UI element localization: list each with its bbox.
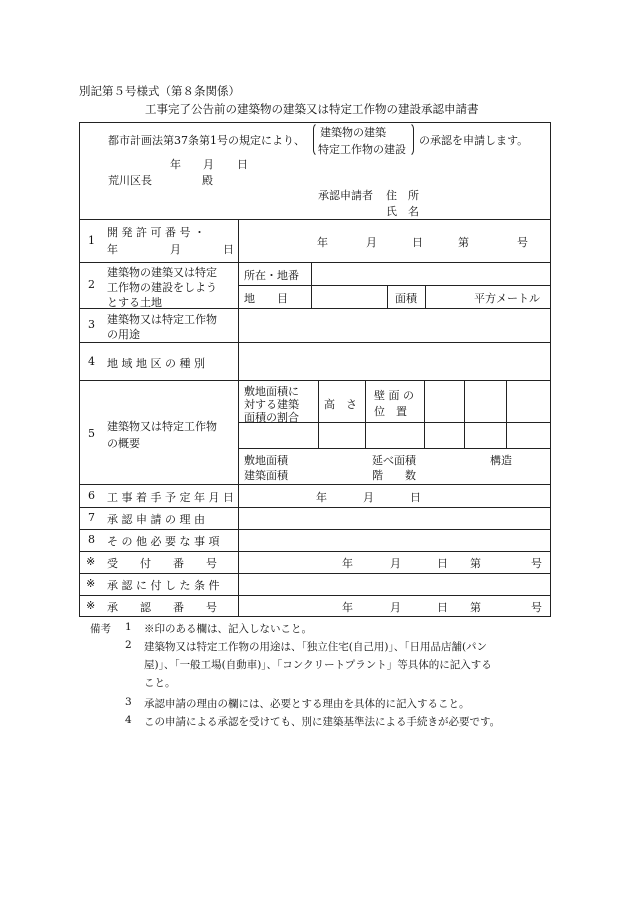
area-unit: 平方メートル: [474, 292, 540, 305]
note-text: ※印のある欄は、記入しないこと。: [144, 623, 312, 635]
row-label: 工作物の建設をしよう: [107, 281, 217, 294]
row-label: 工 事 着 手 予 定 年 月 日: [107, 491, 234, 504]
statement-suffix: の承認を申請します。: [419, 134, 529, 147]
value-go: 号: [517, 236, 528, 249]
floor-area-label: 延べ面積: [372, 454, 416, 467]
coverage-ratio-label: 対する建築: [244, 398, 299, 411]
area-label: 面積: [395, 292, 417, 305]
column-divider: [464, 380, 465, 448]
row-label: 年: [107, 243, 118, 256]
row-number: ※: [86, 577, 96, 590]
value-go: 号: [531, 601, 542, 614]
value-dai: 第: [470, 601, 481, 614]
row-label: とする土地: [107, 296, 162, 309]
name-label: 氏 名: [386, 205, 419, 218]
value-year: 年: [342, 557, 353, 570]
value-month: 月: [366, 236, 377, 249]
column-divider: [365, 380, 366, 448]
row-label: 受 付 番 号: [107, 557, 217, 570]
row-label: 地 域 地 区 の 種 別: [107, 357, 205, 370]
building-area-label: 建築面積: [244, 469, 288, 482]
row-label: 月: [170, 243, 181, 256]
column-divider: [311, 262, 312, 308]
row-divider: [238, 285, 551, 286]
row-label: 承 認 申 請 の 理 由: [107, 513, 205, 526]
row-number: ※: [86, 599, 96, 612]
row-number: ※: [86, 555, 96, 568]
column-divider: [387, 285, 388, 308]
coverage-ratio-label: 敷地面積に: [244, 385, 299, 398]
land-category-label: 地 目: [244, 292, 288, 305]
column-divider: [318, 380, 319, 448]
note-number: 3: [125, 696, 132, 708]
row-divider: [79, 507, 551, 508]
honorific: 殿: [202, 174, 213, 187]
row-label: の概要: [107, 437, 140, 450]
note-text: この申請による承認を受けても、別に建築基準法による手続きが必要です。: [144, 716, 501, 728]
column-divider: [238, 219, 239, 617]
note-text: 承認申請の理由の欄には、必要とする理由を具体的に記入すること。: [144, 698, 470, 710]
row-number: 6: [88, 489, 95, 502]
value-day: 日: [437, 601, 448, 614]
note-text: こと。: [144, 677, 176, 689]
row-number: 1: [88, 234, 95, 247]
column-divider: [506, 380, 507, 448]
row-number: 7: [88, 511, 95, 524]
row-label: 開 発 許 可 番 号 ・: [107, 226, 205, 239]
row-number: 2: [88, 278, 95, 291]
row-divider: [79, 219, 551, 220]
column-divider: [424, 380, 425, 448]
value-dai: 第: [458, 236, 469, 249]
row-divider: [79, 551, 551, 552]
option-building: 建築物の建築: [320, 126, 386, 139]
wall-position-label: 位 置: [374, 405, 407, 418]
form-title: 工事完了公告前の建築物の建築又は特定工作物の建設承認申請書: [145, 102, 479, 116]
note-text: 建築物又は特定工作物の用途は、「独立住宅(自己用)」、「日用品店舗(パン: [144, 641, 488, 653]
value-year: 年: [316, 491, 327, 504]
row-label: の用途: [107, 328, 140, 341]
value-day: 日: [410, 491, 421, 504]
coverage-ratio-label: 面積の割合: [244, 411, 299, 424]
value-year: 年: [317, 236, 328, 249]
value-month: 月: [363, 491, 374, 504]
value-dai: 第: [470, 557, 481, 570]
row-label: 日: [223, 243, 234, 256]
statement-prefix: 都市計画法第37条第1号の規定により、: [108, 134, 305, 147]
row-divider: [79, 595, 551, 596]
value-day: 日: [412, 236, 423, 249]
addressee: 荒川区長: [108, 174, 152, 187]
date-day: 日: [237, 158, 248, 171]
row-label: そ の 他 必 要 な 事 項: [107, 535, 220, 548]
location-label: 所在・地番: [244, 269, 299, 282]
note-text: 屋)」、「一般工場(自動車)」、「コンクリートプラント」等具体的に記入する: [144, 659, 492, 671]
form-number: 別記第５号様式（第８条関係）: [79, 84, 240, 98]
applicant-label: 承認申請者: [318, 189, 373, 202]
row-label: 建築物又は特定工作物: [107, 420, 217, 433]
row-label: 承 認 に 付 し た 条 件: [107, 579, 220, 592]
option-structure: 特定工作物の建設: [318, 143, 406, 156]
note-number: 1: [125, 621, 132, 633]
row-number: 4: [88, 355, 95, 368]
date-month: 月: [203, 158, 214, 171]
row-divider: [79, 262, 551, 263]
row-label: 建築物の建築又は特定: [107, 266, 217, 279]
value-month: 月: [390, 557, 401, 570]
wall-position-label: 壁 面 の: [374, 389, 414, 402]
row-divider: [238, 448, 551, 449]
date-year: 年: [170, 158, 181, 171]
value-month: 月: [390, 601, 401, 614]
row-divider: [79, 573, 551, 574]
row-divider: [79, 484, 551, 485]
row-label: 承 認 番 号: [107, 601, 217, 614]
address-label: 住 所: [386, 189, 419, 202]
value-go: 号: [531, 557, 542, 570]
stories-label: 階 数: [372, 469, 416, 482]
row-number: 8: [88, 533, 95, 546]
value-day: 日: [437, 557, 448, 570]
column-divider: [425, 285, 426, 308]
note-number: 4: [125, 714, 132, 726]
row-divider: [79, 342, 551, 343]
height-label: 高 さ: [324, 398, 357, 411]
site-area-label: 敷地面積: [244, 454, 288, 467]
row-divider: [79, 529, 551, 530]
row-divider: [79, 380, 551, 381]
row-number: 3: [88, 318, 95, 331]
notes-heading: 備考: [90, 623, 111, 635]
row-number: 5: [88, 427, 95, 440]
structure-label: 構造: [490, 454, 512, 467]
note-number: 2: [125, 639, 132, 651]
value-year: 年: [342, 601, 353, 614]
row-label: 建築物又は特定工作物: [107, 313, 217, 326]
